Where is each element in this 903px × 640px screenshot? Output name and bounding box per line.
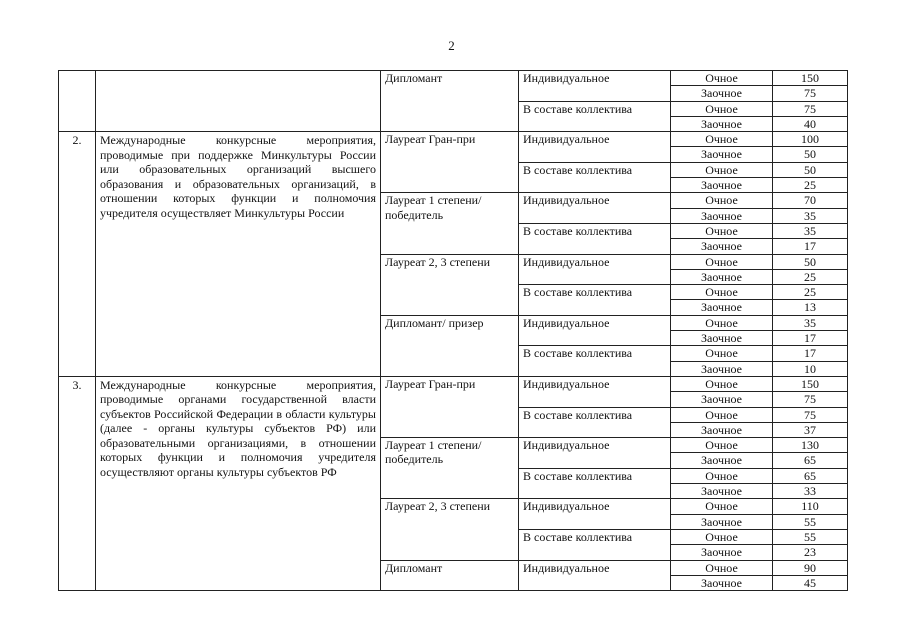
value-cell: 37 [773,422,848,437]
value-cell: 75 [773,101,848,116]
participation-kind-cell: В составе коллектива [519,529,671,560]
award-cell: Лауреат Гран-при [381,132,519,193]
form-cell: Заочное [671,575,773,590]
participation-kind-cell: В составе коллектива [519,223,671,254]
form-cell: Очное [671,315,773,330]
section-description: Международные конкурсные мероприятия, проводимые при поддержке Минкультуры России или образовательных организаций высшего образования и образовательных организаций, в отношении которых функции и полномочия учредителя осуществляет Минкультуры России [96,132,381,377]
participation-kind-cell: Индивидуальное [519,560,671,591]
form-cell: Заочное [671,453,773,468]
value-cell: 55 [773,514,848,529]
award-cell: Лауреат 2, 3 степени [381,499,519,560]
value-cell: 75 [773,407,848,422]
value-cell: 65 [773,468,848,483]
table-row [59,132,848,147]
form-cell: Заочное [671,116,773,131]
section-number [59,71,96,132]
value-cell: 110 [773,499,848,514]
participation-kind-cell: Индивидуальное [519,438,671,469]
table-row [59,71,848,86]
form-cell: Очное [671,285,773,300]
value-cell: 65 [773,453,848,468]
award-cell: Лауреат 2, 3 степени [381,254,519,315]
value-cell: 13 [773,300,848,315]
value-cell: 17 [773,331,848,346]
form-cell: Заочное [671,514,773,529]
form-cell: Заочное [671,147,773,162]
value-cell: 75 [773,392,848,407]
value-cell: 50 [773,147,848,162]
section-number: 2. [59,132,96,377]
form-cell: Очное [671,529,773,544]
value-cell: 45 [773,575,848,590]
participation-kind-cell: В составе коллектива [519,468,671,499]
form-cell: Заочное [671,331,773,346]
form-cell: Заочное [671,269,773,284]
participation-kind-cell: В составе коллектива [519,407,671,438]
value-cell: 33 [773,484,848,499]
form-cell: Заочное [671,392,773,407]
prize-table-body [59,71,848,591]
award-cell: Лауреат 1 степени/ победитель [381,438,519,499]
page-number: 2 [448,38,455,53]
participation-kind-cell: В составе коллектива [519,101,671,132]
form-cell: Очное [671,223,773,238]
form-cell: Очное [671,71,773,86]
value-cell: 25 [773,178,848,193]
value-cell: 55 [773,529,848,544]
value-cell: 35 [773,208,848,223]
participation-kind-cell: Индивидуальное [519,376,671,407]
value-cell: 75 [773,86,848,101]
prize-table [58,70,848,591]
form-cell: Заочное [671,545,773,560]
value-cell: 150 [773,71,848,86]
value-cell: 25 [773,269,848,284]
award-cell: Дипломант [381,71,519,132]
form-cell: Заочное [671,178,773,193]
value-cell: 50 [773,162,848,177]
form-cell: Заочное [671,86,773,101]
value-cell: 100 [773,132,848,147]
value-cell: 50 [773,254,848,269]
value-cell: 17 [773,239,848,254]
participation-kind-cell: Индивидуальное [519,315,671,346]
form-cell: Заочное [671,239,773,254]
participation-kind-cell: В составе коллектива [519,346,671,377]
form-cell: Очное [671,560,773,575]
value-cell: 10 [773,361,848,376]
participation-kind-cell: Индивидуальное [519,193,671,224]
table-row [59,376,848,391]
participation-kind-cell: Индивидуальное [519,71,671,102]
participation-kind-cell: В составе коллектива [519,285,671,316]
value-cell: 130 [773,438,848,453]
value-cell: 40 [773,116,848,131]
form-cell: Очное [671,193,773,208]
award-cell: Дипломант [381,560,519,591]
value-cell: 70 [773,193,848,208]
form-cell: Очное [671,407,773,422]
value-cell: 90 [773,560,848,575]
form-cell: Очное [671,101,773,116]
participation-kind-cell: Индивидуальное [519,132,671,163]
participation-kind-cell: Индивидуальное [519,254,671,285]
award-cell: Лауреат 1 степени/ победитель [381,193,519,254]
form-cell: Очное [671,162,773,177]
participation-kind-cell: Индивидуальное [519,499,671,530]
form-cell: Очное [671,132,773,147]
form-cell: Заочное [671,361,773,376]
value-cell: 23 [773,545,848,560]
section-number: 3. [59,376,96,590]
value-cell: 35 [773,315,848,330]
value-cell: 17 [773,346,848,361]
form-cell: Заочное [671,208,773,223]
form-cell: Очное [671,376,773,391]
participation-kind-cell: В составе коллектива [519,162,671,193]
form-cell: Заочное [671,422,773,437]
value-cell: 150 [773,376,848,391]
form-cell: Очное [671,438,773,453]
value-cell: 25 [773,285,848,300]
form-cell: Очное [671,499,773,514]
form-cell: Заочное [671,300,773,315]
section-description [96,71,381,132]
award-cell: Лауреат Гран-при [381,376,519,437]
form-cell: Очное [671,346,773,361]
form-cell: Очное [671,254,773,269]
form-cell: Очное [671,468,773,483]
section-description: Международные конкурсные мероприятия, проводимые органами государственной власти субъектов Российской Федерации в области культуры (далее - органы культуры субъектов РФ) или образовательными организациями, в отношении которых функции и полномочия учредителя осуществляют органы культуры субъектов РФ [96,376,381,590]
form-cell: Заочное [671,484,773,499]
value-cell: 35 [773,223,848,238]
award-cell: Дипломант/ призер [381,315,519,376]
